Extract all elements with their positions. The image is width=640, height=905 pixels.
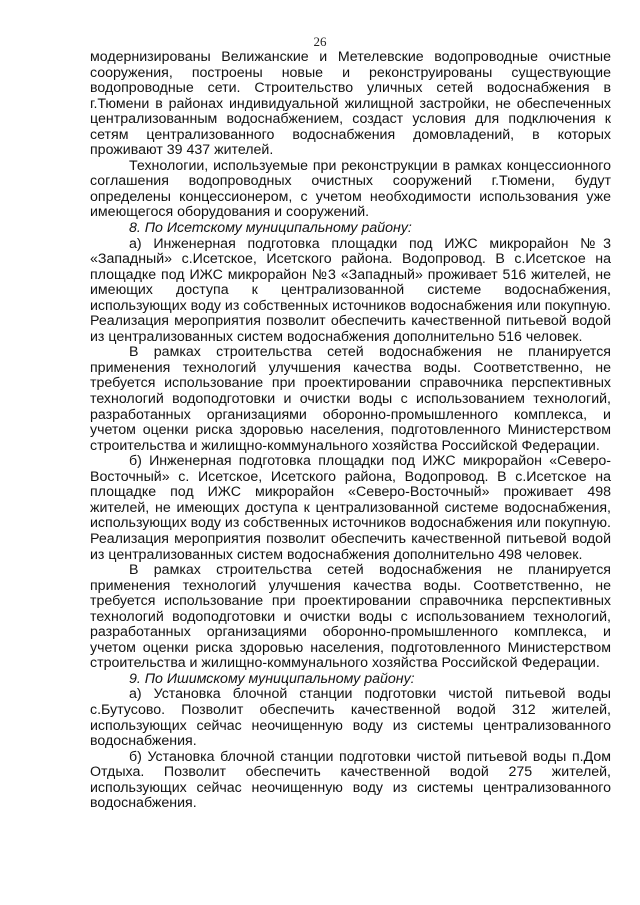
paragraph-item-a-butusovo: а) Установка блочной станции подготовки чистой питьевой воды с.Бутусово. Позволит обеспечить качественной водой 312 жителей, использующих сейчас неочищенную воду из системы централизованного водоснабжения. (90, 686, 611, 750)
section-heading-ishimsky: 9. По Ишимскому муниципальному району: (129, 670, 415, 687)
paragraph-technologies: Технологии, используемые при реконструкции в рамках концессионного соглашения водопроводных очистных сооружений г.Тюмени, будут определены концессионером, с учетом необходимости использования уже имеющегося оборудования и сооружений. (90, 157, 611, 221)
document-body (90, 50, 611, 812)
paragraph-item-b-dom-otdykha: б) Установка блочной станции подготовки чистой питьевой воды п.Дом Отдыха. Позволит обеспечить качественной водой 275 жителей, использующих сейчас неочищенную воду из системы централизованного водоснабжения. (90, 748, 611, 812)
paragraph-item-a-zapadny: а) Инженерная подготовка площадки под ИЖС микрорайон №3 «Западный» с.Исетское, Исетского района. Водопровод. В с.Исетское на площадке под ИЖС микрорайон №3 «Западный» проживает 516 жителей, не имеющих доступа к централизованной системе водоснабжения, использующих воду из собственных источников водоснабжения или покупную. Реализация мероприятия позволит обеспечить качественной питьевой водой из централизованных систем водоснабжения дополнительно 516 человек. (90, 235, 611, 345)
page-number: 26 (313, 34, 327, 49)
paragraph-water-quality-2: В рамках строительства сетей водоснабжения не планируется применения технологий улучшения качества воды. Соответственно, не требуется использование при проектировании справочника перспективных технологий водоподготовки и очистки воды с использованием технологий, разработанных организациями оборонно-промышленного комплекса, и учетом оценки риска здоровью населения, подготовленного Министерством строительства и жилищно-коммунального хозяйства Российской Федерации. (90, 562, 611, 672)
paragraph-water-quality-1: В рамках строительства сетей водоснабжения не планируется применения технологий улучшения качества воды. Соответственно, не требуется использование при проектировании справочника перспективных технологий водоподготовки и очистки воды с использованием технологий, разработанных организациями оборонно-промышленного комплекса, и учетом оценки риска здоровью населения, подготовленного Министерством строительства и жилищно-коммунального хозяйства Российской Федерации. (90, 344, 611, 454)
paragraph-continuation: модернизированы Велижанские и Метелевские водопроводные очистные сооружения, построены новые и реконструированы существующие водопроводные сети. Строительство уличных сетей водоснабжения в г.Тюмени в районах индивидуальной жилищной застройки, не обеспеченных централизованным водоснабжением, создаст условия для подключения к сетям централизованного водоснабжения домовладений, в которых проживают 39 437 жителей. (90, 49, 611, 159)
paragraph-item-b-severo-vostochny: б) Инженерная подготовка площадки под ИЖС микрорайон «Северо-Восточный» с. Исетское, Исетского района, Водопровод. В с.Исетское на площадке под ИЖС микрорайон «Северо-Восточный» проживает 498 жителей, не имеющих доступа к централизованной системе водоснабжения, использующих воду из собственных источников водоснабжения или покупную. Реализация мероприятия позволит обеспечить качественной питьевой водой из централизованных систем водоснабжения дополнительно 498 человек. (90, 453, 611, 563)
section-heading-isetsky: 8. По Исетскому муниципальному району: (129, 220, 412, 237)
